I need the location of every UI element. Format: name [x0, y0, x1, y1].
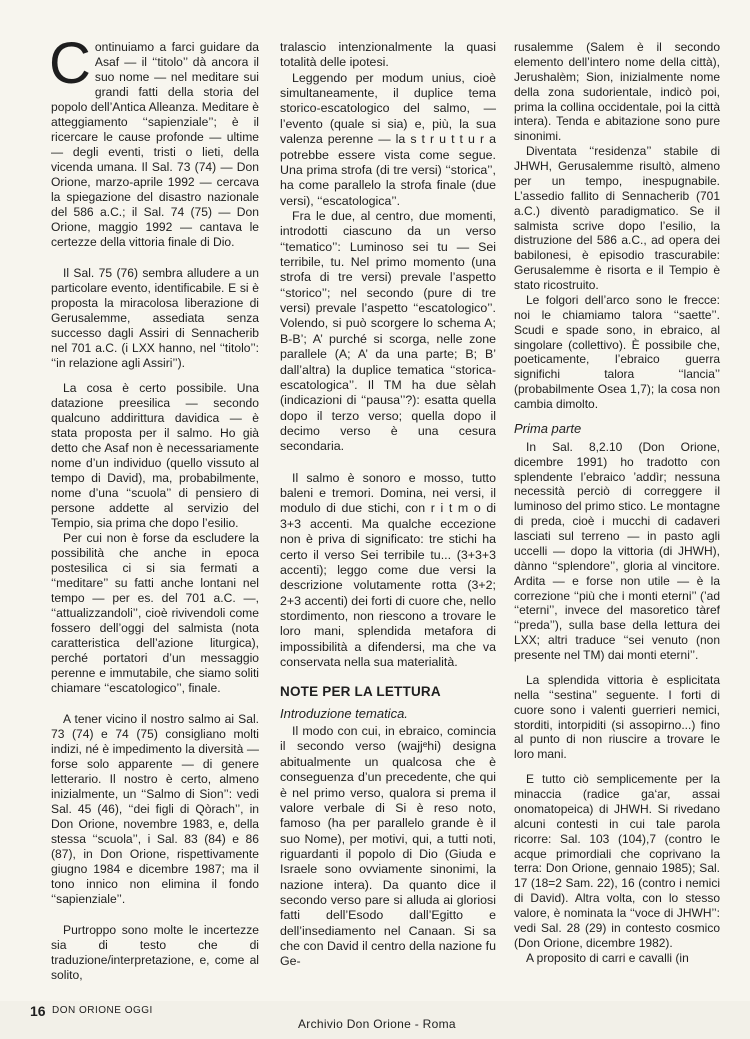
paragraph [49, 31, 259, 250]
magazine-name: DON ORIONE OGGI [52, 1005, 153, 1016]
paragraph: Leggendo per modum unius, cioè simultaneamente, il duplice tema storico-escatologico del salmo, — l’evento (quale si sia) e, più, la sua valenza perenne — la s t r u t t u r a potrebbe essere vista come segue. Una prima strofa (di tre versi) ‘‘storica’’, ha come parallelo la strofa finale (due versi), ‘‘escatologica’’. [280, 70, 496, 208]
paragraph-text: ontinuiamo a farci guidare da Asaf — il ‘‘titolo’’ dà ancora il suo nome — nel meditare sui grandi fatti della storia del popolo dell’Antica Alleanza. Meditare è atteggiamento ‘‘sapienziale’’; è il ricercare le cause profonde — ultime — degli eventi, tristi o lieti, della vicenda umana. Il Sal. 73 (74) — Don Orione, marzo-aprile 1992 — cercava la spiegazione del disastro nazionale del 586 a.C.; il Sal. 74 (75) — Don Orione, maggio 1992 — cantava le certezze della vittoria finale di Dio. [51, 40, 259, 249]
paragraph: Diventata ‘‘residenza’’ stabile di JHWH, Gerusalemme risultò, almeno per un tempo, inespugnabile. L’assedio fallito di Sennacherib (701 a.C.) diventò paradigmatico. Se il salmista scrive dopo l’esilio, la distruzione del 586 a.C., ad opera dei babilonesi, è episodio trascurabile: Gerusalemme è risorta e il Tempio è stato ricostruito. [514, 144, 720, 292]
paragraph: In Sal. 8,2.10 (Don Orione, dicembre 1991) ho tradotto con splendente l’ebraico ’addìr; nessuna necessità perciò di correggere il luminoso del primo stico. Le montagne di preda, cioè i mucchi di cadaveri lasciati sul terreno — in pasto agli uccelli — dopo la vittoria (di JHWH), dànno ‘‘splendore’’, gloria al vincitore. Ardita — e forse non utile — è la correzione ‘‘più che i monti eterni’’ (’ad ‘‘eterni’’, invece del masoretico tàref ‘‘preda’’), sulla base della lettura dei LXX; altri traduce ‘‘sei venuto (non presente nel TM) dai monti eterni’’. [514, 439, 720, 662]
column-1 [49, 31, 259, 993]
paragraph: A tener vicino il nostro salmo ai Sal. 73 (74) e 74 (75) consigliano molti indizi, né è impedimento la diversità — forse solo apparente — di genere letterario. Il nostro è certo, almeno inizialmente, un ‘‘Salmo di Sion’’: vedi Sal. 45 (46), ‘‘dei figli di Qòrach’’, in Don Orione, novembre 1983, e, della stessa ‘‘scuola’’, i Sal. 83 (84) e 86 (87), in Don Orione, rispettivamente giugno 1984 e dicembre 1987; ma il tono innico non elimina il fondo ‘‘sapienziale’’. [51, 712, 259, 906]
paragraph: Il modo con cui, in ebraico, comincia il secondo verso (wajjᵉhi) designa abitualmente un qualcosa che è conseguenza d’un precedente, che qui è nel primo verso, qualora si prema il valore verbale di Si è reso noto, famoso (ha per parallelo grande è il suo Nome), per motivi, qui, a tutti noti, riguardanti il popolo di Dio (Giuda e Israele sono ovviamente sinonimi, la nazione intera). Da quanto dice il secondo verso pare si alluda ai gloriosi fatti dell’Esodo dall’Egitto e dell’insediamento nel Canaan. Si sa che con David il centro della nazione fu Ge- [280, 724, 496, 969]
paragraph: Il salmo è sonoro e mosso, tutto baleni e tremori. Domina, nei versi, il modulo di due stichi, con r i t m o di 3+3 accenti. Ma qualche eccezione non è priva di significato: tre stichi ha certo il verso Sei terribile tu... (3+3+3 accenti); leggo come due versi la descrizione volutamente rotta (3+2; 2+3 accenti) dei forti di cuore che, nello stordimento, non riescono a trovare le loro mani, splendida metafora di impossibilità a difendersi, ma che va conservata nella sua materialità. [280, 470, 496, 670]
paragraph: E tutto ciò semplicemente per la minaccia (radice ga‘ar, assai onomatopeica) di JHWH. Si rivedano alcuni contesti in cui tale parola ricorre: Sal. 103 (104),7 (contro le acque primordiali che coprivano la terra: Don Orione, gennaio 1985); Sal. 17 (18=2 Sam. 22), 16 (contro i nemici di David). Altra volta, con lo stesso valore, è nominata la ‘‘voce di JHWH’’: vedi Sal. 28 (29) in contesto cosmico (Don Orione, dicembre 1982). [514, 772, 720, 950]
archive-label: Archivio Don Orione - Roma [298, 1017, 456, 1031]
paragraph: Purtroppo sono molte le incertezze sia di testo che di traduzione/interpretazione, e, come al solito, [51, 923, 259, 982]
subheading: Introduzione tematica. [280, 705, 408, 721]
paragraph: tralascio intenzionalmente la quasi totalità delle ipotesi. [280, 40, 496, 70]
paragraph: A proposito di carri e cavalli (in [526, 950, 689, 965]
subheading: Prima parte [514, 420, 582, 436]
section-heading: NOTE PER LA LETTURA [280, 684, 441, 700]
column-3 [514, 40, 720, 976]
drop-cap: C [49, 31, 91, 96]
column-2 [280, 40, 496, 980]
page-number: 16 [30, 1003, 46, 1019]
paragraph: Fra le due, al centro, due momenti, introdotti ciascuno da un verso ‘‘tematico’’: Luminoso sei tu — Sei terribile, tu. Nel primo momento (una strofa di tre versi) prevale l’aspetto ‘‘storico’’; nel secondo (pure di tre versi) prevale l’aspetto ‘‘escatologico’’. Volendo, si può scorgere lo schema A; B-B’; A’ purché si scorga, nelle zone parallele (A; A’ da una parte; B; B’ dall’altra) la duplice tematica ‘‘storica-escatologica’’. Il TM ha due sèlah (indicazioni di ‘‘pausa’’?): esatta quella dopo il terzo verso; quella dopo il decimo verso è una cesura secondaria. [280, 208, 496, 454]
paragraph: Il Sal. 75 (76) sembra alludere a un particolare evento, identificabile. E si è proposta la miracolosa liberazione di Gerusalemme, assediata senza successo dagli Assiri di Sennacherib nel 701 a.C. (i LXX hanno, nel ‘‘titolo’’: ‘‘in relazione agli Assiri’’). [51, 266, 259, 370]
paragraph: rusalemme (Salem è il secondo elemento dell’intero nome della città), Jerushalèm; Sion, inizialmente nome della zona sudorientale, indicò poi, prima la collina occidentale, poi la città intera). Tenda e abitazione sono pure sinonimi. [514, 40, 720, 144]
paragraph: La cosa è certo possibile. Una datazione preesilica — secondo qualcuno addirittura davidica — è stata proposta per il salmo. Ho già detto che Asaf non è necessariamente nome d’un individuo (quello vissuto al tempo di David), ma, probabilmente, nome d’una ‘‘scuola’’ di pensiero di persone addette al servizio del Tempio, sia prima che dopo l’esilio. [51, 381, 259, 530]
paragraph: Le folgori dell’arco sono le frecce: noi le chiamiamo talora ‘‘saette’’. Scudi e spade sono, in ebraico, al singolare (collettivo). È possibile che, poeticamente, l’ebraico guerra significhi talora ‘‘lancia’’ (probabilmente Osea 1,7); la cosa non cambia dimolto. [514, 292, 720, 411]
paragraph: La splendida vittoria è esplicitata nella ‘‘sestina’’ seguente. I forti di cuore sono i valenti guerrieri nemici, storditi, intorpiditi (si assopirno...) fino al punto di non riuscire a trovare le loro mani. [514, 672, 720, 762]
paragraph: Per cui non è forse da escludere la possibilità che anche in epoca postesilica ci si sia fermati a ‘‘meditare’’ su fatti anche lontani nel tempo — per es. del 701 a.C. —, ‘‘attualizzandoli’’, cioè rivivendoli come fossero dell’oggi del salmista (nota caratteristica dell’azione liturgica), perché portatori d’un messaggio perenne e immutabile, che siamo soliti chiamare ‘‘escatologico’’, finale. [51, 531, 259, 695]
